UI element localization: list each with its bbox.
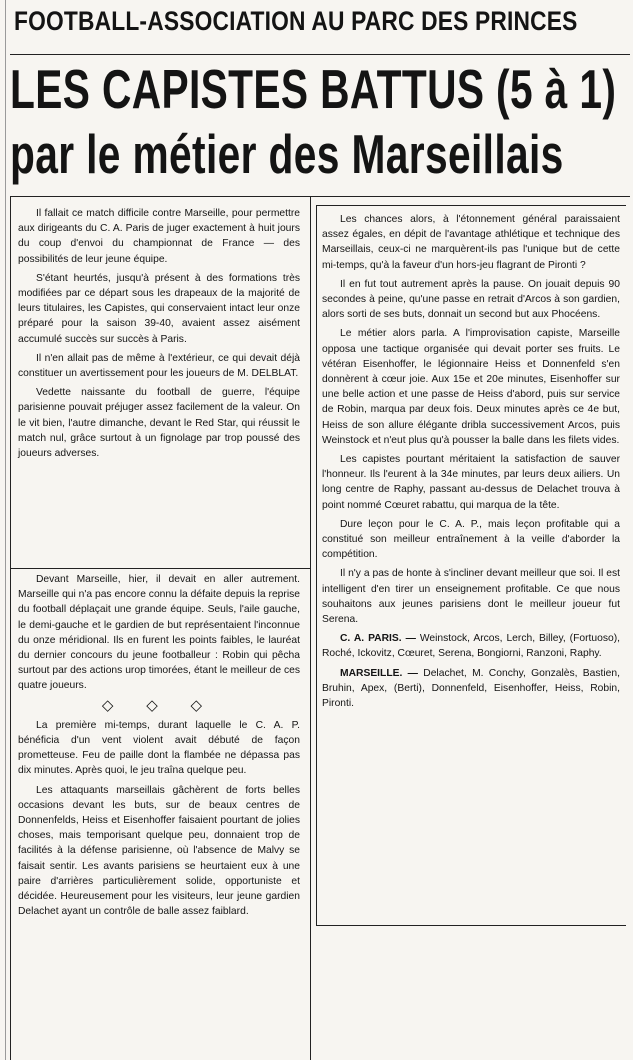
lineup-paris-label: C. A. PARIS. — <box>340 633 416 645</box>
column-divider <box>310 196 311 570</box>
page-edge-line <box>5 0 6 1060</box>
right-column-border <box>316 205 317 925</box>
paragraph: Il fallait ce match difficile contre Marseille, pour permettre aux dirigeants du C. A. Paris de juger exactement à huit jours du coup d'envoi du championnat de France — des possibilités de leur jeune équipe. <box>18 208 300 265</box>
left-column-split-rule <box>10 568 310 569</box>
lineup-paris-players: Weinstock, Arcos, Lerch, Billey, (Fortuoso), Roché, Ickovitz, Cœuret, Serena, Bongiorni, Ranzoni, Raphy. <box>322 633 620 660</box>
lineup-marseille-players: Delachet, M. Conchy, Gonzalès, Bastien, Bruhin, Apex, (Berti), Donnenfeld, Eisenhoffer, Heiss, Robin, Pironti. <box>322 667 620 710</box>
paragraph: Les chances alors, à l'étonnement général paraissaient assez égales, en dépit de l'avantage athlétique et technique des Marseillais, ceux-ci ne marquèrent-ils pas l'unique but de cette mi-temps, qu'à la faveur d'un hors-jeu flagrant de Pironti ? <box>322 214 620 271</box>
headline-rule <box>10 196 630 197</box>
paragraph: Vedette naissante du football de guerre, l'équipe parisienne pouvait préjuger assez facilement de la valeur. On le vit bien, l'autre dimanche, devant le Red Star, qui réussit le match nul, grâce surtout à un fignolage par trop poussé des joueurs adverses. <box>18 387 300 460</box>
headline-line-1: LES CAPISTES BATTUS (5 à 1) <box>10 58 617 120</box>
left-column-border <box>10 196 11 1060</box>
article-kicker: FOOTBALL-ASSOCIATION AU PARC DES PRINCES <box>14 6 578 36</box>
column-left-bottom <box>18 572 300 923</box>
paragraph: Les attaquants marseillais gâchèrent de forts belles occasions devant les buts, sur de beaux centres de Donnenfelds, Heiss et Eisenhoffer faisaient pourtant de jolies choses, mais temporisant quelque peu, donnaient trop de facilités à la défense parisienne, où l'absence de Malvy se faisait sentir. Les avants parisiens se heurtaient eux à une paire d'arrières particulièrement solide, opportuniste et décidée. Heureusement pour les visiteurs, leur jeune gardien Delachet ayant un contrôle de balle assez faiblard. <box>18 784 300 918</box>
paragraph: Le métier alors parla. A l'improvisation capiste, Marseille opposa une tactique organisée qui devait porter ses fruits. Le vétéran Eisenhoffer, le légionnaire Heiss et Donnenfeld s'en donnèrent à cœur joie. Aux 15e et 20e minutes, Eisenhoffer sur une belle action et une passe de Heiss d'abord, puis sur service de Robin, marqua par deux fois. Deux minutes après ce 4e but, Heiss de son allure élégante dribla successivement Arcos, puis Weinstock et n'eut plus qu'à pousser la balle dans les filets vides. <box>322 328 620 446</box>
paragraph: Il en fut tout autrement après la pause. On jouait depuis 90 secondes à peine, qu'une passe en retrait d'Arcos à son gardien, alors sorti de ses buts, donnait un second but aux Phocéens. <box>322 278 620 321</box>
column-right <box>322 212 620 715</box>
paragraph: Devant Marseille, hier, il devait en aller autrement. Marseille qui n'a pas encore connu la défaite depuis la reprise du football déplaçait une grande équipe. Seuls, l'aile gauche, le demi-gauche et le gardien de but représentaient l'inconnue du onze méridional. Ils en furent les points faibles, le lauréat du dernier concours du jeune footballeur : Robin qui pêcha surtout par des actions urop timorées, étant le meilleur de ces quatre joueurs. <box>18 574 300 692</box>
headline-line-2: par le métier des Marseillais <box>10 123 564 185</box>
paragraph: Il n'y a pas de honte à s'incliner devant meilleur que soi. Il est intelligent d'en tirer un enseignement profitable. Ce que nous souhaitons aux jeunes parisiens dont le meilleur joueur fut Serena. <box>322 568 620 626</box>
right-column-bottom-rule <box>316 925 626 926</box>
lineup-marseille <box>322 666 620 712</box>
paragraph: S'étant heurtés, jusqu'à présent à des formations très modifiées par ce départ sous les drapeaux de la majorité de leurs titulaires, les Capistes, qui conservaient intact leur onze préparé pour la saison 39-40, avaient assez aisément accumulé succès sur succès à Paris. <box>18 272 300 345</box>
right-column-top-rule <box>316 205 626 206</box>
section-separator: ◇ ◇ ◇ <box>101 695 217 714</box>
kicker-rule <box>10 54 630 55</box>
paragraph: Les capistes pourtant méritaient la satisfaction de sauver l'honneur. Ils l'eurent à la 34e minutes, par leurs deux ailiers. Un long centre de Raphy, passant au-dessus de Delachet trouva à point nommé Cœuret rabattu, qui marqua de la tête. <box>322 454 620 511</box>
lineup-paris <box>322 631 620 661</box>
paragraph: La première mi-temps, durant laquelle le C. A. P. bénéficia d'un vent violent avait débuté de façon prometteuse. Feu de paille dont la flambée ne dépassa pas dix minutes. Après quoi, le jeu traîna quelque peu. <box>18 719 300 777</box>
paragraph: Dure leçon pour le C. A. P., mais leçon profitable qui a constitué son meilleur entraînement à la veille d'aborder la compétition. <box>322 518 620 561</box>
column-left-top <box>18 206 300 465</box>
lineup-marseille-label: MARSEILLE. — <box>340 667 418 679</box>
lower-left-divider <box>310 568 311 1060</box>
paragraph: Il n'en allait pas de même à l'extérieur, ce qui devait déjà constituer un avertissement pour les joueurs de M. DELBLAT. <box>18 352 300 380</box>
